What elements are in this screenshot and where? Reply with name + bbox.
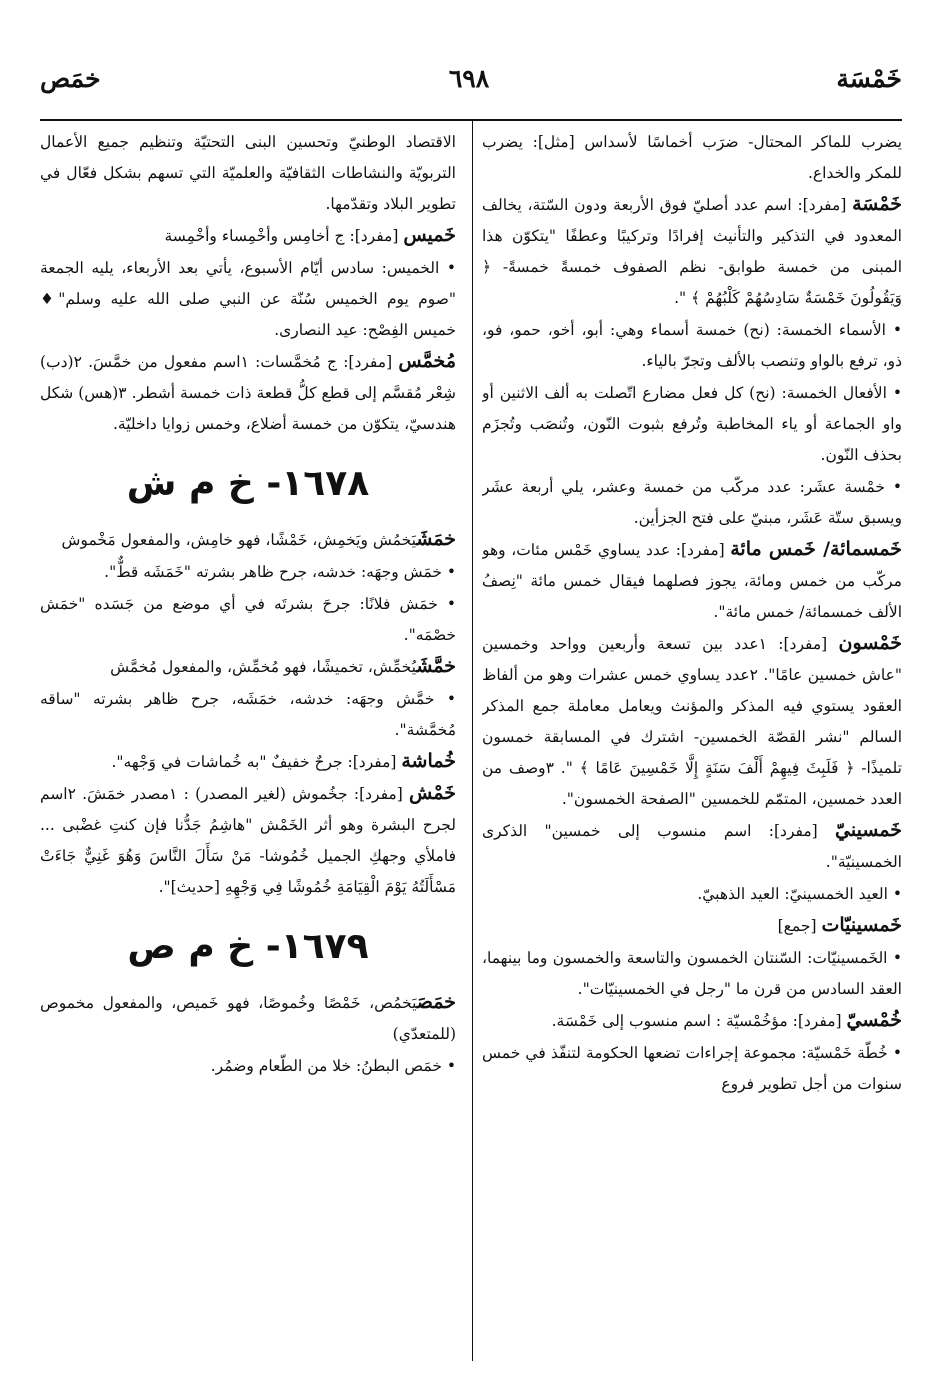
headword: خمَصَ [416,991,456,1013]
headword: خُماشة [401,750,456,772]
headword: خَمسينيّات [821,914,902,936]
entry-paragraph [482,189,902,314]
entry-paragraph [482,126,902,189]
entry-text: • العيد الخمسينيّ: العيد الذهبيّ. [697,885,902,903]
left-column [40,126,456,1363]
headword: خَميس [403,224,456,246]
entry-text: • الأسماء الخمسة: (نح) خمسة أسماء وهي: أبو، أخو، حمو، فو، ذو، ترفع بالواو وتنصب بالألف وتجرّ بالياء. [482,321,902,370]
entry-paragraph [40,746,456,778]
entry-text: [مفرد]: ١عدد بين تسعة وأربعين وواحد وخمسين "عاش خمسين عامًا". ٢عدد يساوي خمس عشرات وهو من ألفاظ العقود يستوي فيه المذكر والمؤنث ويعامل معاملة جمع المذكر السالم "نشر القصّة الخمسين- اشترك في المسابقة خمسون تلميذًا- ﴿ فَلَبِثَ فِيهِمْ أَلْفَ سَنَةٍ إِلَّا خَمْسِينَ عَامًا ﴾ ". ٣وصف من العدد خمسين، المتمّم للخمسين "الصفحة الخمسون". [482,635,902,808]
headword: خَمْسون [838,632,902,654]
entry-text: يُخمِّش، تخميشًا، فهو مُخمِّش، والمفعول مُخمَّش [110,658,417,676]
entry-paragraph [482,910,902,942]
running-head-right: خَمْسَة [836,64,902,93]
entry-text: • خمَص البطنُ: خلا من الطّعام وضمُر. [210,1057,456,1075]
column-divider [472,121,473,1361]
entry-text: • الخميس: سادس أيّام الأسبوع، يأتي بعد الأربعاء، يليه الجمعة "صوم يوم الخميس سُنّة عن النبي صلى الله عليه وسلم"♦ خميس الفِصْح: عيد النصارى. [40,259,456,339]
entry-text: • خمَش فلانًا: جرحَ بشرتَه في أي موضع من جَسَده "خمَش خصْمَه". [40,595,456,644]
entry-paragraph [40,524,456,556]
entry-text: [مفرد]: اسم عدد أصليّ فوق الأربعة ودون السّتة، يخالف المعدود في التذكير والتأنيث إفرادًا وتركيبًا وعطفًا "يتكوّن هذا المبنى من خمسة طوابق- نظم الصفوف خمسةً خمسةً- ﴿ وَيَقُولُونَ خَمْسَةٌ سَادِسُهُمْ كَلْبُهُمْ ﴾ ". [482,196,902,307]
root-heading-1679: ١٦٧٩- خ م ص [127,926,369,967]
entry-text: • خمَّش وجهَه: خدشه، خمَشَه، جرح ظاهر بشرته "ساقه مُخمَّشة". [40,690,456,739]
entry-text: [مفرد]: ج أخامِس وأخْمِساء وأخْمِسة [164,227,404,245]
entry-text: يَخمُش ويَخمِش، خَمْشًا، فهو خامِش، والمفعول مَخْموش [61,531,417,549]
entry-text: • خُطّة خَمْسيّة: مجموعة إجراءات تضعها الحكومة لتنفّذ في خمس سنوات من أجل تطوير فروع [482,1044,902,1093]
entry-paragraph [40,220,456,252]
entry-paragraph [40,346,456,440]
headword: خمَشَ [416,528,456,550]
running-head-left: خمَص [40,64,101,93]
entry-paragraph [482,815,902,878]
entry-text: [مفرد]: ج مُخمَّسات: ١اسم مفعول من خمَّسَ. ٢(دب) شِعْر مُقسَّم إلى قطع كلُّ قطعة ذات خمسة أشطر. ٣(هس) شكل هندسيّ، يتكوّن من خمسة أضلاع، وخمس زوايا داخليّة. [40,353,456,433]
entry-paragraph [482,878,902,910]
entry-text: يَخمُص، خَمْصًا وخُموصًا، فهو خَميص، والمفعول مخموص (للمتعدّي) [40,994,456,1043]
entry-paragraph [40,126,456,220]
entry-paragraph [482,1037,902,1100]
entry-paragraph [40,1050,456,1082]
entry-text: [مفرد]: جخُموش (لغير المصدر) : ١مصدر خمَشَ. ٢اسم لجرح البشرة وهو أثر الخَمْش "هاشِمُ جَدُّنا فإن كنتِ غضْبى ... فاملأي وجهكِ الجميل خُمُوشا- مَنْ سَأَلَ النَّاسَ وَهُوَ غَنِيٌّ جَاءَتْ مَسْأَلَتُهُ يَوْمَ الْقِيَامَةِ خُمُوشًا فِي وَجْهِهِ [حديث]". [40,785,456,896]
entry-paragraph [482,942,902,1005]
entry-text: [مفرد]: جرحٌ خفيفٌ "به خُماشات في وَجْهه". [111,753,402,771]
entry-text: • خمَش وجهَه: خدشه، جرح ظاهر بشرته "خَمَشَه قطٌّ". [104,563,456,581]
entry-paragraph [482,1005,902,1037]
entry-text: [مفرد]: عدد يساوي خَمْس مئات، وهو مركّب من خمس ومائة، يجوز فصلهما فيقال خمس مائة "نِصفُ الألف خمسمائة/ خمس مائة". [482,541,902,621]
entry-paragraph [40,778,456,903]
entry-paragraph [482,471,902,534]
headword: خَمْسَة [852,193,902,215]
entry-paragraph [40,556,456,588]
entry-paragraph [40,588,456,651]
headword: خمَّشَ [416,655,456,677]
entry-text: يضرب للماكر المحتال- ضرَب أخماسًا لأسداس [مثل]: يضرب للمكر والخداع. [482,133,902,182]
entry-text: • الخَمسينيّات: السّنتان الخمسون والتاسعة والخمسون وما بينهما، العقد السادس من قرن ما "رجل في الخمسينيّات". [482,949,902,998]
right-column [482,126,902,1363]
entry-text: الاقتصاد الوطنيّ وتحسين البنى التحتيّة وتنظيم جميع الأعمال التربويّة والنشاطات الثقافيّة والعلميّة التي تسهم بشكل فعّال في تطوير البلاد وتقدّمها. [40,133,456,213]
entry-text: [مفرد]: اسم منسوب إلى خمسين" الذكرى الخمسينيّة". [482,822,902,871]
entry-text: [مفرد]: مؤخُمْسيّة : اسم منسوب إلى خَمْسَة. [551,1012,847,1030]
root-heading-1678: ١٦٧٨- خ م ش [126,463,370,504]
headword: خُمْسيّ [846,1009,902,1031]
header-rule [40,119,902,121]
entry-text: [جمع] [777,917,822,935]
headword: خَمْش [409,782,456,804]
entry-paragraph [40,683,456,746]
entry-text: • الأفعال الخمسة: (نح) كل فعل مضارع اتّصلت به ألف الاثنين أو واو الجماعة أو ياء المخاطبة وتُرفع بثبوت النّون، وتُنصَب وتُجزَم بحذف النّون. [482,384,902,464]
page-number: ٦٩٨ [448,64,490,93]
entry-paragraph [482,377,902,471]
entry-paragraph [482,314,902,377]
headword: خَمسينيّ [835,819,902,841]
entry-paragraph [40,987,456,1050]
entry-paragraph [40,252,456,346]
entry-paragraph [40,651,456,683]
headword: خَمسمائة/ خَمس مائة [730,538,902,560]
entry-text: • خمْسة عشَر: عدد مركّب من خمسة وعشر، يلي أربعة عشَر ويسبق ستّة عَشَر، مبنيّ على فتح الجزأين. [482,478,902,527]
entry-paragraph [482,628,902,815]
entry-paragraph [482,534,902,628]
headword: مُخمَّس [398,350,456,372]
